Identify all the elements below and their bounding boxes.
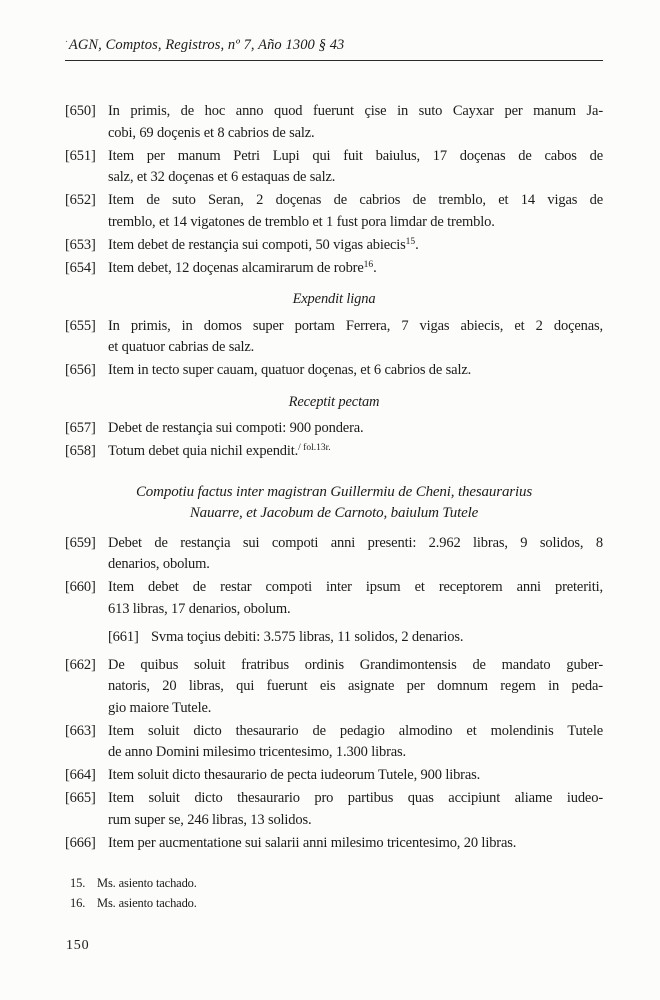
entry-text: Item per manum Petri Lupi qui fuit baiulus, 17 doçenas de cabos de	[108, 147, 603, 164]
footnote-number: 16.	[70, 895, 86, 910]
entry-662	[65, 655, 603, 720]
section-heading-receptit: Receptit pectam	[288, 393, 380, 410]
section-heading-expendit: Expendit ligna	[292, 291, 376, 307]
entry-661	[65, 627, 603, 649]
page-number: 150	[66, 938, 90, 953]
heading-line: Compotiu factus inter magistran Guillermiu de Cheni, thesaurarius	[135, 483, 533, 500]
entry-658	[65, 441, 603, 463]
entry-number: [663]	[65, 722, 96, 739]
entry-text: Svma toçius debiti: 3.575 libras, 11 solidos, 2 denarios.	[151, 629, 464, 645]
entry-line: tremblo, et 14 vigatones de tremblo et 1 fust pora limdar de tremblo.	[108, 213, 495, 230]
entry-number: [651]	[65, 147, 96, 164]
entry-text: Item soluit dicto thesaurario de pecta iudeorum Tutele, 900 libras.	[108, 767, 481, 783]
footnote-number: 15.	[70, 876, 86, 890]
entry-656	[65, 360, 603, 382]
entry-652	[65, 190, 603, 233]
entry-651	[65, 146, 603, 189]
entry-text: De quibus soluit fratribus ordinis Grandimontensis de mandato guber-	[108, 656, 603, 673]
entry-666	[65, 833, 603, 855]
entry-text: In primis, in domos super portam Ferrera, 7 vigas abiecis, et 2 doçenas,	[108, 317, 603, 334]
entry-line	[65, 360, 603, 382]
section-heading-compotiu	[65, 482, 603, 525]
entry-text: Item debet, 12 doçenas alcamirarum de robre	[108, 259, 364, 276]
entry-line: cobi, 69 doçenis et 8 cabrios de salz.	[108, 124, 315, 141]
folio-ref: / fol.13r.	[298, 443, 331, 453]
page-body	[65, 101, 603, 913]
entry-665	[65, 788, 603, 831]
entry-number: [652]	[65, 192, 96, 208]
entry-657	[65, 418, 603, 440]
entry-line	[65, 655, 603, 677]
entry-line: et quatuor cabrias de salz.	[108, 339, 255, 355]
entry-664	[65, 765, 603, 787]
entry-text: Item de suto Seran, 2 doçenas de cabrios de tremblo, et 14 vigas de	[108, 192, 603, 208]
page-header	[65, 33, 603, 61]
entry-line	[65, 441, 603, 463]
entry-line: de anno Domini milesimo tricentesimo, 1.300 libras.	[108, 744, 407, 760]
entry-line	[65, 146, 603, 168]
entry-text: Item soluit dicto thesaurario pro partibus quas accipiunt aliame iudeo-	[108, 790, 603, 806]
entry-line	[65, 533, 603, 555]
entry-line: natoris, 20 libras, qui fuerunt eis asignate per domnum regem in peda-	[108, 678, 603, 694]
entry-number: [653]	[65, 236, 96, 253]
entry-line	[65, 101, 603, 123]
entry-number: [665]	[65, 790, 96, 806]
scan-mark: ·	[65, 36, 68, 48]
footnote-15	[70, 874, 603, 894]
running-header	[65, 33, 603, 55]
entry-text: Item in tecto super cauam, quatuor doçenas, et 6 cabrios de salz.	[108, 362, 472, 378]
entry-line	[108, 627, 603, 649]
entry-line	[65, 788, 603, 810]
footnote-16	[70, 894, 603, 914]
entry-text: Item per aucmentatione sui salarii anni milesimo tricentesimo, 20 libras.	[108, 834, 517, 851]
entry-number: [654]	[65, 259, 96, 276]
entry-text: In primis, de hoc anno quod fuerunt çise in suto Cayxar per manum Ja-	[108, 103, 603, 119]
entry-text: Item debet de restar compoti inter ipsum et receptorem anni preteriti,	[108, 579, 603, 595]
entry-line: 613 libras, 17 denarios, obolum.	[108, 600, 291, 617]
entry-line: gio maiore Tutele.	[108, 699, 212, 716]
entry-660	[65, 577, 603, 620]
entry-663	[65, 721, 603, 764]
entry-line	[65, 258, 603, 280]
entry-653	[65, 235, 603, 257]
footnote-text: Ms. asiento tachado.	[97, 895, 197, 910]
entry-number: [659]	[65, 534, 96, 551]
entry-text: Item debet de restançia sui compoti, 50 vigas abiecis	[108, 236, 406, 253]
entry-654	[65, 258, 603, 280]
entry-line	[65, 577, 603, 599]
entry-text: Debet de restançia sui compoti: 900 pondera.	[108, 420, 364, 436]
entry-659	[65, 533, 603, 576]
entry-text: Totum debet quia nichil expendit.	[108, 443, 299, 459]
entry-text: Item soluit dicto thesaurario de pedagio almodino et molendinis Tutele	[108, 722, 603, 739]
entry-line: salz, et 32 doçenas et 6 estaquas de salz.	[108, 169, 336, 185]
entry-number: [657]	[65, 420, 96, 436]
entry-number: [655]	[65, 317, 96, 334]
entry-number: [660]	[65, 579, 96, 595]
entry-text-after: .	[415, 236, 419, 253]
entry-line: denarios, obolum.	[108, 556, 210, 572]
entry-number: [650]	[65, 103, 96, 119]
running-header-text: AGN, Comptos, Registros, nº 7, Año 1300 § 43	[68, 37, 345, 53]
entry-line	[65, 235, 603, 257]
entry-650	[65, 101, 603, 144]
footnotes-block	[65, 874, 603, 913]
entry-number: [664]	[65, 767, 96, 783]
entry-number: [661]	[108, 629, 139, 645]
heading-line: Nauarre, et Jacobum de Carnoto, baiulum Tutele	[189, 505, 479, 521]
entry-655	[65, 316, 603, 359]
entry-line	[65, 418, 603, 440]
entry-text-after: .	[373, 259, 377, 276]
footnote-ref-16: 16	[363, 259, 374, 270]
entry-line: rum super se, 246 libras, 13 solidos.	[108, 811, 312, 828]
entry-line	[65, 316, 603, 338]
entry-line	[65, 833, 603, 855]
entry-line	[65, 721, 603, 743]
footnote-ref-15: 15	[405, 236, 416, 247]
entry-line	[65, 765, 603, 787]
entry-number: [656]	[65, 362, 96, 378]
footnote-text: Ms. asiento tachado.	[97, 876, 197, 890]
entry-line	[65, 190, 603, 212]
entry-number: [666]	[65, 834, 96, 851]
entry-text: Debet de restançia sui compoti anni presenti: 2.962 libras, 9 solidos, 8	[108, 534, 603, 551]
entry-number: [662]	[65, 656, 96, 673]
entry-number: [658]	[65, 443, 96, 459]
header-rule	[65, 60, 603, 61]
